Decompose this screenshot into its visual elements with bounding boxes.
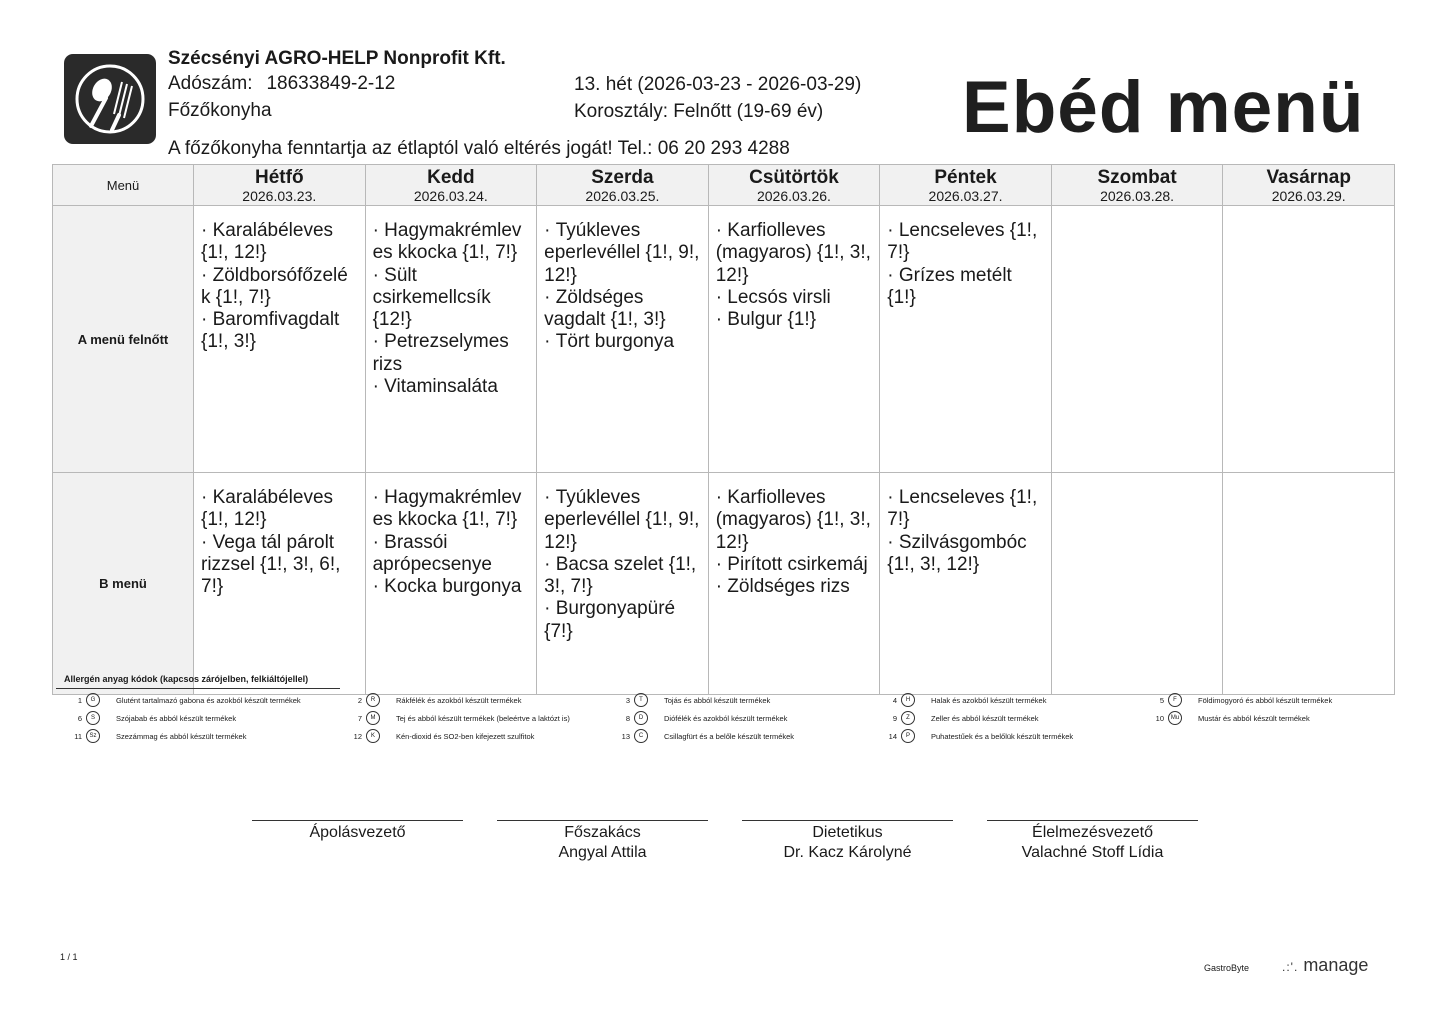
day-name: Vasárnap: [1266, 166, 1351, 188]
menu-cell: [365, 206, 537, 473]
dish-item: · Bulgur {1!}: [716, 309, 872, 331]
allergen-number: 4: [892, 696, 897, 705]
dish-item: · Hagymakrémleves kkocka {1!, 7!}: [373, 220, 529, 265]
dish-item: · Szilvásgombóc {1!, 3!, 12!}: [887, 532, 1043, 577]
allergen-item: [60, 692, 322, 709]
signature-block: [252, 820, 463, 843]
dish-item: · Vega tál párolt rizzsel {1!, 3!, 6!, 7!}: [201, 532, 357, 599]
allergen-number: 5: [1159, 696, 1164, 705]
dish-item: · Zöldséges vagdalt {1!, 3!}: [544, 287, 700, 332]
day-name: Kedd: [427, 166, 475, 188]
dish-item: · Tyúkleves eperlevéllel {1!, 9!, 12!}: [544, 487, 700, 554]
menu-column-header: Menü: [53, 165, 194, 206]
signature-role: Élelmezésvezető: [1032, 824, 1153, 841]
dish-item: · Zöldborsófőzelék {1!, 7!}: [201, 265, 357, 310]
notice-text: A főzőkonyha fenntartja az étlaptól való eltérés jogát! Tel.: 06 20 293 4288: [168, 138, 790, 159]
signature-role: Főszakács: [564, 824, 641, 841]
dish-item: · Burgonyapüré {7!}: [544, 598, 700, 643]
allergen-description: Kén-dioxid és SO2-ben kifejezett szulfitok: [396, 732, 535, 741]
mollusc-icon: P: [901, 729, 915, 743]
allergen-title: Allergén anyag kódok (kapcsos zárójelben, felkiáltójellel): [64, 674, 309, 684]
menu-cell: [708, 473, 880, 695]
day-header: [365, 165, 537, 206]
signature-line: [497, 820, 708, 821]
allergen-description: Zeller és abból készült termékek: [931, 714, 1039, 723]
signature-block: [742, 820, 953, 863]
allergen-number: 14: [888, 732, 897, 741]
allergen-description: Csillagfürt és a belőle készült termékek: [664, 732, 795, 741]
dish-item: · Karfiolleves (magyaros) {1!, 3!, 12!}: [716, 487, 872, 554]
sulphite-icon: K: [366, 729, 380, 743]
allergen-item: [875, 692, 1137, 709]
signature-name: Angyal Attila: [558, 844, 647, 861]
fish-icon: H: [901, 693, 915, 707]
allergen-item: [875, 710, 1137, 727]
egg-icon: T: [634, 693, 648, 707]
brand-manage: [1282, 955, 1368, 976]
allergen-item: [608, 728, 870, 745]
menu-cell: [880, 206, 1052, 473]
day-header: [880, 165, 1052, 206]
day-date: 2026.03.23.: [242, 187, 317, 204]
week-range: 13. hét (2026-03-23 - 2026-03-29): [574, 74, 862, 95]
brand-gastrobyte: GastroByte: [1204, 963, 1250, 973]
allergen-number: 2: [357, 696, 362, 705]
allergen-number: 7: [357, 714, 362, 723]
lupin-icon: C: [634, 729, 648, 743]
page-title: Ebéd menü: [962, 67, 1365, 148]
dish-item: · Bacsa szelet {1!, 3!, 7!}: [544, 554, 700, 599]
day-date: 2026.03.26.: [756, 187, 831, 204]
day-date: 2026.03.29.: [1271, 187, 1346, 204]
dish-item: · Pirított csirkemáj: [716, 554, 872, 576]
dish-item: · Petrezselymes rizs: [373, 331, 529, 376]
allergen-number: 9: [892, 714, 897, 723]
allergen-number: 3: [625, 696, 630, 705]
menu-cell: [1051, 473, 1223, 695]
signature-block: [497, 820, 708, 863]
allergen-item: [1142, 710, 1404, 727]
dish-item: · Vitaminsaláta: [373, 376, 529, 398]
menu-cell: [537, 206, 709, 473]
dish-item: · Tyúkleves eperlevéllel {1!, 9!, 12!}: [544, 220, 700, 287]
allergen-item: [608, 710, 870, 727]
day-header: [1051, 165, 1223, 206]
allergen-description: Szezámmag és abból készült termékek: [116, 732, 247, 741]
dish-item: · Lecsós virsli: [716, 287, 872, 309]
wheat-icon: G: [86, 693, 100, 707]
tax-label: Adószám:: [168, 73, 253, 94]
signature-role: Dietetikus: [812, 824, 883, 841]
allergen-number: 8: [625, 714, 630, 723]
page-number: 1 / 1: [60, 952, 78, 962]
allergen-description: Glutént tartalmazó gabona és azokból készült termékek: [116, 696, 301, 705]
age-group: Korosztály: Felnőtt (19-69 év): [574, 101, 824, 122]
allergen-number: 10: [1155, 714, 1164, 723]
allergen-item: [340, 692, 602, 709]
dish-item: · Tört burgonya: [544, 331, 700, 353]
tax-number: [168, 73, 395, 95]
mustard-icon: Mu: [1168, 711, 1182, 725]
signature-line: [252, 820, 463, 821]
crab-icon: R: [366, 693, 380, 707]
allergen-description: Földimogyoró és abból készült termékek: [1198, 696, 1333, 705]
allergen-number: 13: [621, 732, 630, 741]
day-date: 2026.03.25.: [585, 187, 660, 204]
day-header: [708, 165, 880, 206]
dish-item: · Kocka burgonya: [373, 576, 529, 598]
menu-cell: [537, 473, 709, 695]
day-name: Szombat: [1097, 166, 1177, 188]
allergen-legend: [60, 692, 1390, 752]
signature-line: [742, 820, 953, 821]
spoon-fork-icon: [64, 54, 156, 144]
allergen-item: [340, 710, 602, 727]
dish-item: · Baromfivagdalt {1!, 3!}: [201, 309, 357, 354]
allergen-description: Mustár és abból készült termékek: [1198, 714, 1310, 723]
dish-item: · Brassói aprópecsenye: [373, 532, 529, 577]
allergen-description: Halak és azokból készült termékek: [931, 696, 1047, 705]
company-name: Szécsényi AGRO-HELP Nonprofit Kft.: [168, 48, 506, 69]
menu-row-label: A menü felnőtt: [53, 206, 194, 473]
manage-dots: .:'.: [1282, 960, 1299, 974]
dish-item: · Karfiolleves (magyaros) {1!, 3!, 12!}: [716, 220, 872, 287]
sesame-icon: Sz: [86, 729, 100, 743]
day-date: 2026.03.27.: [928, 187, 1003, 204]
menu-row: [53, 206, 1395, 473]
tax-value: 18633849-2-12: [266, 73, 396, 94]
manage-label: manage: [1303, 955, 1369, 975]
allergen-description: Rákfélék és azokból készült termékek: [396, 696, 522, 705]
dish-item: · Karalábéleves {1!, 12!}: [201, 220, 357, 265]
allergen-item: [60, 728, 322, 745]
allergen-item: [340, 728, 602, 745]
allergen-description: Szójabab és abból készült termékek: [116, 714, 237, 723]
allergen-number: 11: [74, 732, 82, 741]
milk-icon: M: [366, 711, 380, 725]
menu-body: [53, 206, 1395, 695]
allergen-description: Diófélék és azokból készült termékek: [664, 714, 788, 723]
allergen-number: 6: [77, 714, 82, 723]
menu-cell: [365, 473, 537, 695]
menu-cell: [1223, 206, 1395, 473]
soy-icon: S: [86, 711, 100, 725]
menu-row-label: B menü: [53, 473, 194, 695]
menu-row: [53, 473, 1395, 695]
signature-name: Dr. Kacz Károlyné: [783, 844, 912, 861]
dish-item: · Lencseleves {1!, 7!}: [887, 487, 1043, 532]
day-name: Csütörtök: [749, 166, 839, 188]
signature-line: [987, 820, 1198, 821]
signature-role: Ápolásvezető: [309, 824, 406, 841]
day-name: Szerda: [591, 166, 654, 188]
day-date: 2026.03.24.: [413, 187, 488, 204]
menu-cell: [1051, 206, 1223, 473]
dish-item: · Sült csirkemellcsík {12!}: [373, 265, 529, 332]
menu-cell: [194, 206, 366, 473]
allergen-description: Tej és abból készült termékek (beleértve a laktózt is): [396, 714, 570, 723]
allergen-description: Puhatestűek és a belőlük készült termékek: [931, 732, 1074, 741]
day-header: [194, 165, 366, 206]
dish-item: · Zöldséges rizs: [716, 576, 872, 598]
kitchen-name: Főzőkonyha: [168, 100, 272, 121]
day-name: Hétfő: [255, 166, 304, 188]
menu-cell: [708, 206, 880, 473]
dish-item: · Lencseleves {1!, 7!}: [887, 220, 1043, 265]
allergen-item: [1142, 692, 1404, 709]
logo: [64, 54, 156, 144]
allergen-divider: [56, 688, 340, 689]
peanut-icon: F: [1168, 693, 1182, 707]
menu-cell: [1223, 473, 1395, 695]
dish-item: · Hagymakrémleves kkocka {1!, 7!}: [373, 487, 529, 532]
allergen-description: Tojás és abból készült termékek: [664, 696, 771, 705]
signature-block: [987, 820, 1198, 863]
signature-name: Valachné Stoff Lídia: [1021, 844, 1164, 861]
day-header: [1223, 165, 1395, 206]
celery-icon: Z: [901, 711, 915, 725]
menu-table: [52, 164, 1395, 695]
dish-item: · Grízes metélt {1!}: [887, 265, 1043, 310]
allergen-item: [875, 728, 1137, 745]
day-header: [537, 165, 709, 206]
dish-item: · Karalábéleves {1!, 12!}: [201, 487, 357, 532]
menu-cell: [880, 473, 1052, 695]
nut-icon: D: [634, 711, 648, 725]
allergen-item: [608, 692, 870, 709]
day-name: Péntek: [934, 166, 997, 188]
allergen-number: 1: [77, 696, 82, 705]
header-row: [53, 165, 1395, 206]
day-date: 2026.03.28.: [1100, 187, 1175, 204]
allergen-item: [60, 710, 322, 727]
allergen-number: 12: [353, 732, 362, 741]
menu-cell: [194, 473, 366, 695]
